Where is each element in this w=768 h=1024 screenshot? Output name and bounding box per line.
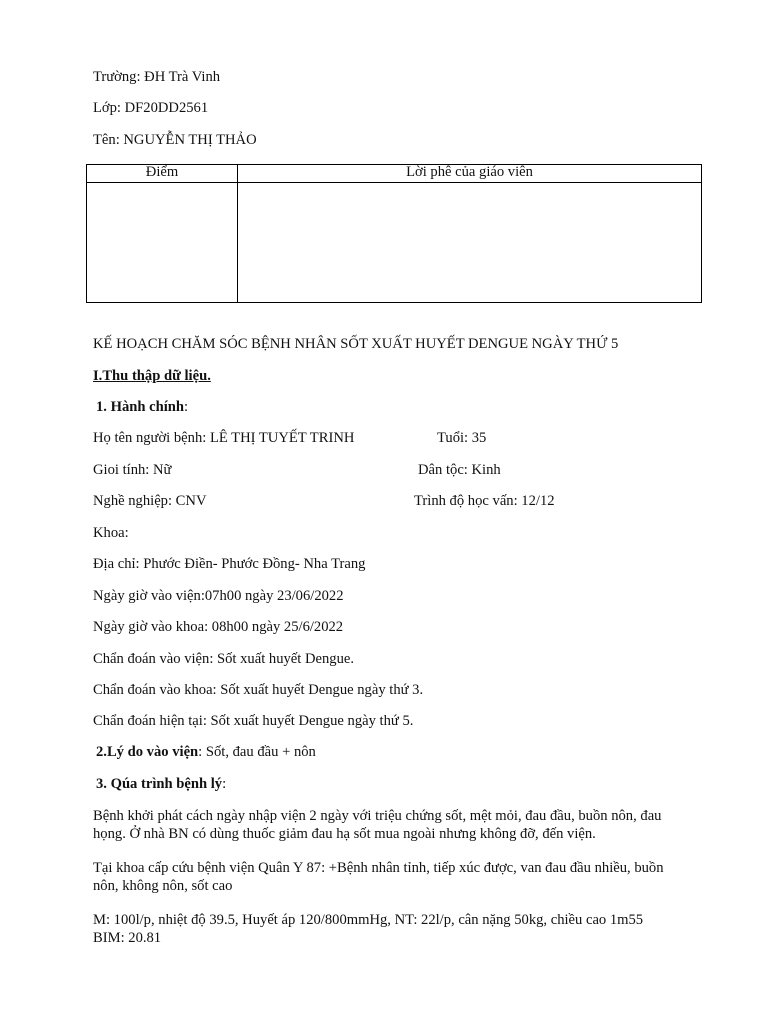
score-column-header: Điểm <box>145 164 179 180</box>
document-title: KẾ HOẠCH CHĂM SÓC BỆNH NHÂN SỐT XUẤT HUYẾT DENGUE NGÀY THỨ 5 <box>93 336 619 352</box>
comment-column-header: Lời phê của giáo viên <box>406 164 533 180</box>
diagnosis-hospital: Chẩn đoán vào viện: Sốt xuất huyết Dengue. <box>93 651 355 667</box>
admin-heading-line <box>96 398 188 416</box>
patient-gender: Gioi tính: Nữ <box>93 462 172 478</box>
history-paragraph-2: Tại khoa cấp cứu bệnh viện Quân Y 87: +Bệnh nhân tỉnh, tiếp xúc được, van đau đầu nhiều, buồn nôn, không nôn, sốt cao <box>93 860 664 894</box>
department: Khoa: <box>93 525 129 541</box>
admit-department-time: Ngày giờ vào khoa: 08h00 ngày 25/6/2022 <box>93 619 344 635</box>
grade-table-divider <box>237 165 238 302</box>
vitals-line-2: BIM: 20.81 <box>93 930 162 946</box>
address: Địa chỉ: Phước Điền- Phước Đồng- Nha Trang <box>93 556 366 572</box>
section-heading-data-collection: I.Thu thập dữ liệu. <box>93 368 211 384</box>
reason-text: : Sốt, đau đầu + nôn <box>198 744 316 760</box>
history-heading-line <box>96 775 226 793</box>
patient-education: Trình độ học vấn: 12/12 <box>414 493 555 509</box>
grade-table <box>86 164 702 303</box>
vitals-line-1: M: 100l/p, nhiệt độ 39.5, Huyết áp 120/800mmHg, NT: 22l/p, cân nặng 50kg, chiều cao 1m55 <box>93 912 644 928</box>
patient-ethnicity: Dân tộc: Kinh <box>418 462 501 478</box>
admin-heading: 1. Hành chính <box>96 399 185 415</box>
admit-hospital-time: Ngày giờ vào viện:07h00 ngày 23/06/2022 <box>93 588 344 604</box>
history-paragraph-1: Bệnh khởi phát cách ngày nhập viện 2 ngày với triệu chứng sốt, mệt mỏi, đau đầu, buồn nôn, đau họng. Ở nhà BN có dùng thuốc giảm đau hạ sốt mua ngoài nhưng không đỡ, đến viện. <box>93 808 662 842</box>
diagnosis-department: Chẩn đoán vào khoa: Sốt xuất huyết Dengue ngày thứ 3. <box>93 682 424 698</box>
class-line: Lớp: DF20DD2561 <box>93 100 209 116</box>
history-heading: 3. Qúa trình bệnh lý <box>96 776 223 792</box>
reason-heading: 2.Lý do vào viện <box>96 744 199 760</box>
student-name-line: Tên: NGUYỄN THỊ THẢO <box>93 132 257 148</box>
patient-name: Họ tên người bệnh: LÊ THỊ TUYẾT TRINH <box>93 430 355 446</box>
admin-colon: : <box>184 399 189 415</box>
reason-line <box>96 743 316 761</box>
patient-age: Tuổi: 35 <box>437 430 487 446</box>
patient-occupation: Nghề nghiệp: CNV <box>93 493 207 509</box>
diagnosis-current: Chẩn đoán hiện tại: Sốt xuất huyết Dengue ngày thứ 5. <box>93 713 414 729</box>
school-line: Trường: ĐH Trà Vinh <box>93 69 221 85</box>
history-colon: : <box>222 776 227 792</box>
